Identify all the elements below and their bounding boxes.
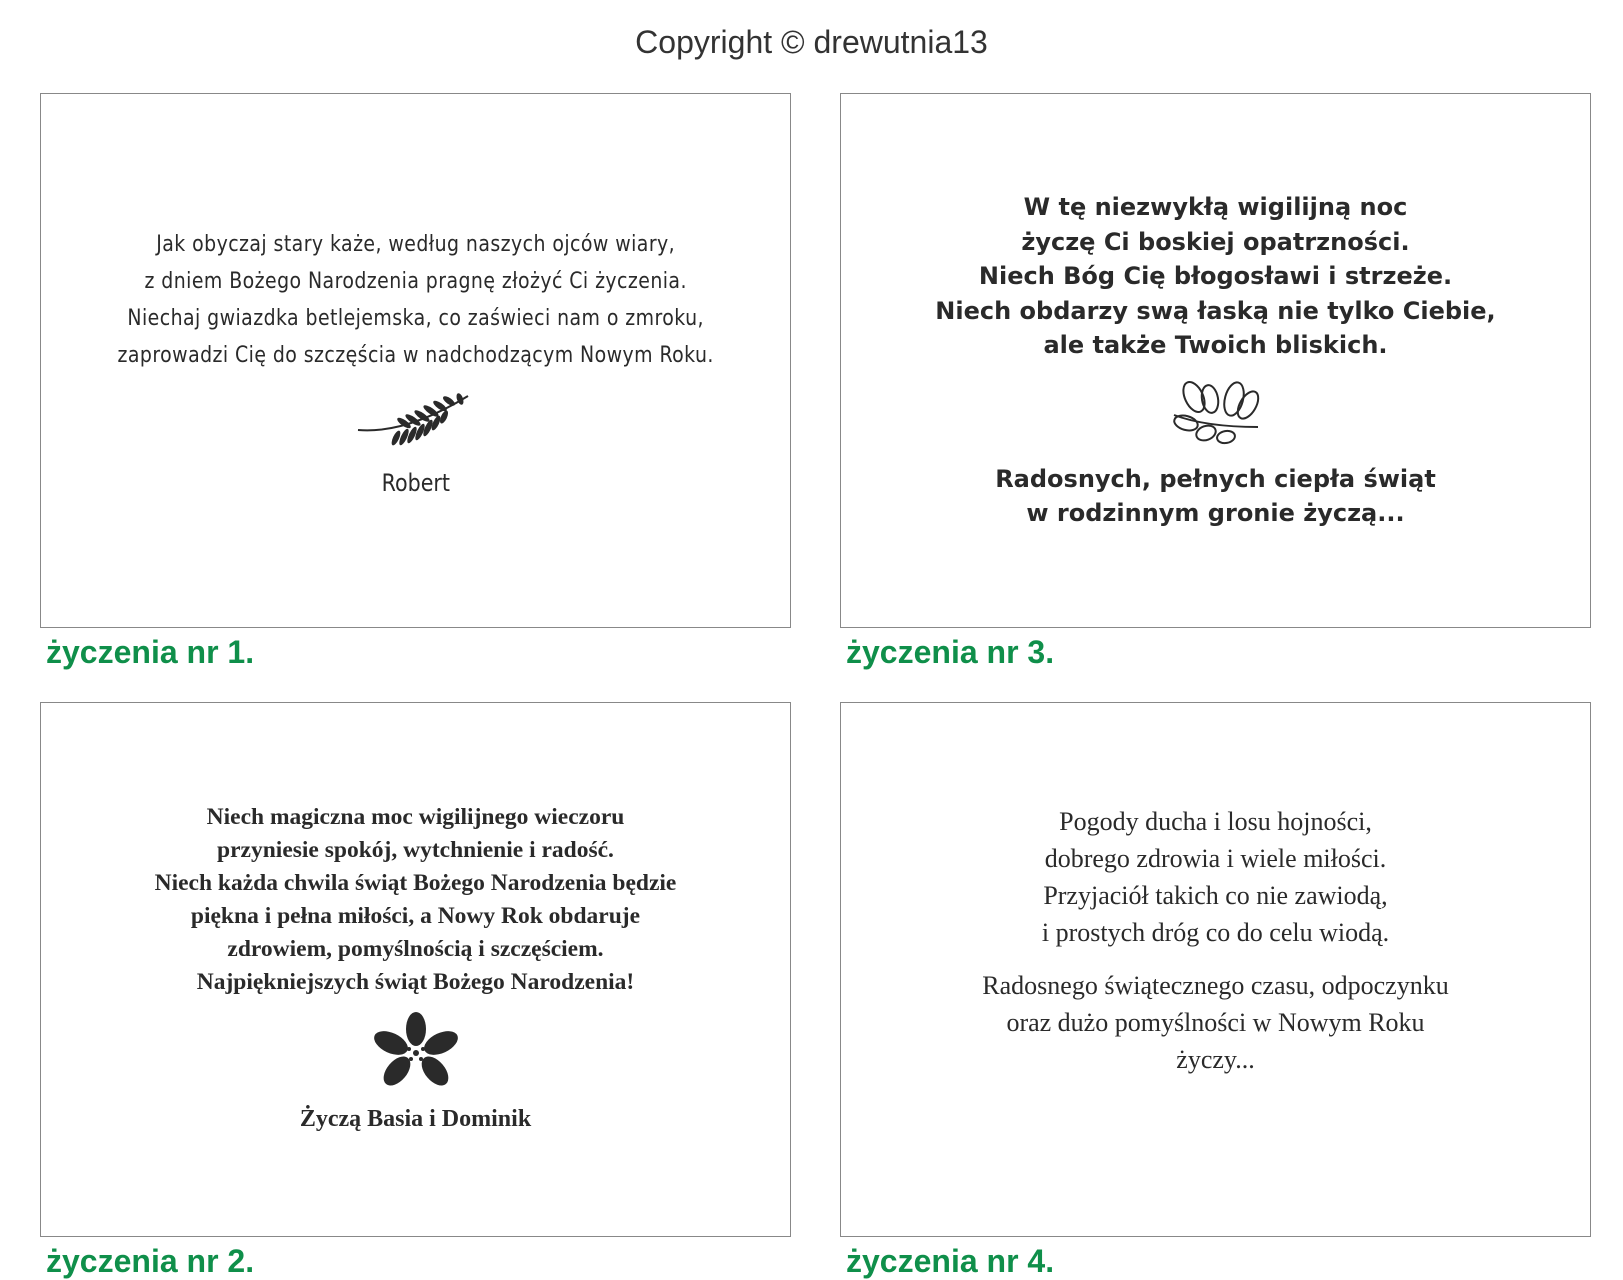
verse-line: przyniesie spokój, wytchnienie i radość. — [217, 837, 614, 863]
card-1-label: życzenia nr 1. — [46, 634, 255, 670]
verse-line: ale także Twoich bliskich. — [1043, 331, 1388, 359]
card-verse — [155, 801, 677, 999]
greeting-card-3[interactable] — [840, 93, 1591, 628]
verse-line: z dniem Bożego Narodzenia pragnę złożyć Ci życzenia. — [144, 269, 687, 294]
verse-line: i prostych dróg co do celu wiodą. — [1041, 918, 1390, 947]
verse-line: dobrego zdrowia i wiele miłości. — [1044, 844, 1387, 873]
verse-line: zdrowiem, pomyślnością i szczęściem. — [227, 936, 604, 962]
verse-line: Pogody ducha i losu hojności, — [1059, 807, 1372, 836]
card-verse — [117, 226, 713, 374]
verse-line: Niech obdarzy swą łaską nie tylko Ciebie, — [935, 296, 1496, 325]
verse-line: Niech magiczna moc wigilijnego wieczoru — [206, 804, 625, 830]
leaf-sprig-icon — [1166, 377, 1266, 452]
greeting-card-2[interactable] — [40, 702, 791, 1237]
closing-line: życzy... — [1176, 1045, 1255, 1074]
poinsettia-icon — [371, 1011, 461, 1096]
verse-line: życzę Ci boskiej opatrzności. — [1021, 227, 1410, 256]
greeting-card-4[interactable] — [840, 702, 1591, 1237]
card-signature: Życzą Basia i Dominik — [299, 1106, 532, 1132]
card-signature: Robert — [381, 469, 450, 497]
verse-line: Niechaj gwiazdka betlejemska, co zaświeci nam o zmroku, — [127, 306, 704, 331]
card-2-label: życzenia nr 2. — [46, 1243, 255, 1279]
closing-line: w rodzinnym gronie życzą... — [1026, 499, 1405, 527]
closing-line: oraz dużo pomyślności w Nowym Roku — [1006, 1008, 1425, 1037]
verse-line: Jak obyczaj stary każe, według naszych ojców wiary, — [156, 232, 675, 257]
card-verse — [1042, 803, 1389, 951]
card-closing — [982, 967, 1448, 1078]
verse-line: Najpiękniejszych świąt Bożego Narodzenia! — [196, 969, 635, 995]
verse-line: piękna i pełna miłości, a Nowy Rok obdaruje — [190, 903, 641, 929]
verse-line: zaprowadzi Cię do szczęścia w nadchodzącym Nowym Roku. — [117, 343, 714, 368]
greeting-card-1[interactable] — [40, 93, 791, 628]
fern-branch-icon — [356, 390, 476, 461]
card-3-label: życzenia nr 3. — [846, 634, 1055, 670]
closing-line: Radosnego świątecznego czasu, odpoczynku — [982, 971, 1449, 1000]
verse-line: Niech każda chwila świąt Bożego Narodzenia będzie — [154, 870, 677, 896]
verse-line: W tę niezwykłą wigilijną noc — [1023, 193, 1408, 221]
verse-line: Niech Bóg Cię błogosławi i strzeże. — [978, 262, 1453, 290]
card-4-label: życzenia nr 4. — [846, 1243, 1055, 1279]
card-verse — [935, 190, 1495, 363]
verse-line: Przyjaciół takich co nie zawiodą, — [1043, 881, 1388, 910]
closing-line: Radosnych, pełnych ciepła świąt — [995, 464, 1436, 493]
card-closing — [995, 462, 1436, 531]
copyright-notice: Copyright © drewutnia13 — [635, 24, 988, 60]
